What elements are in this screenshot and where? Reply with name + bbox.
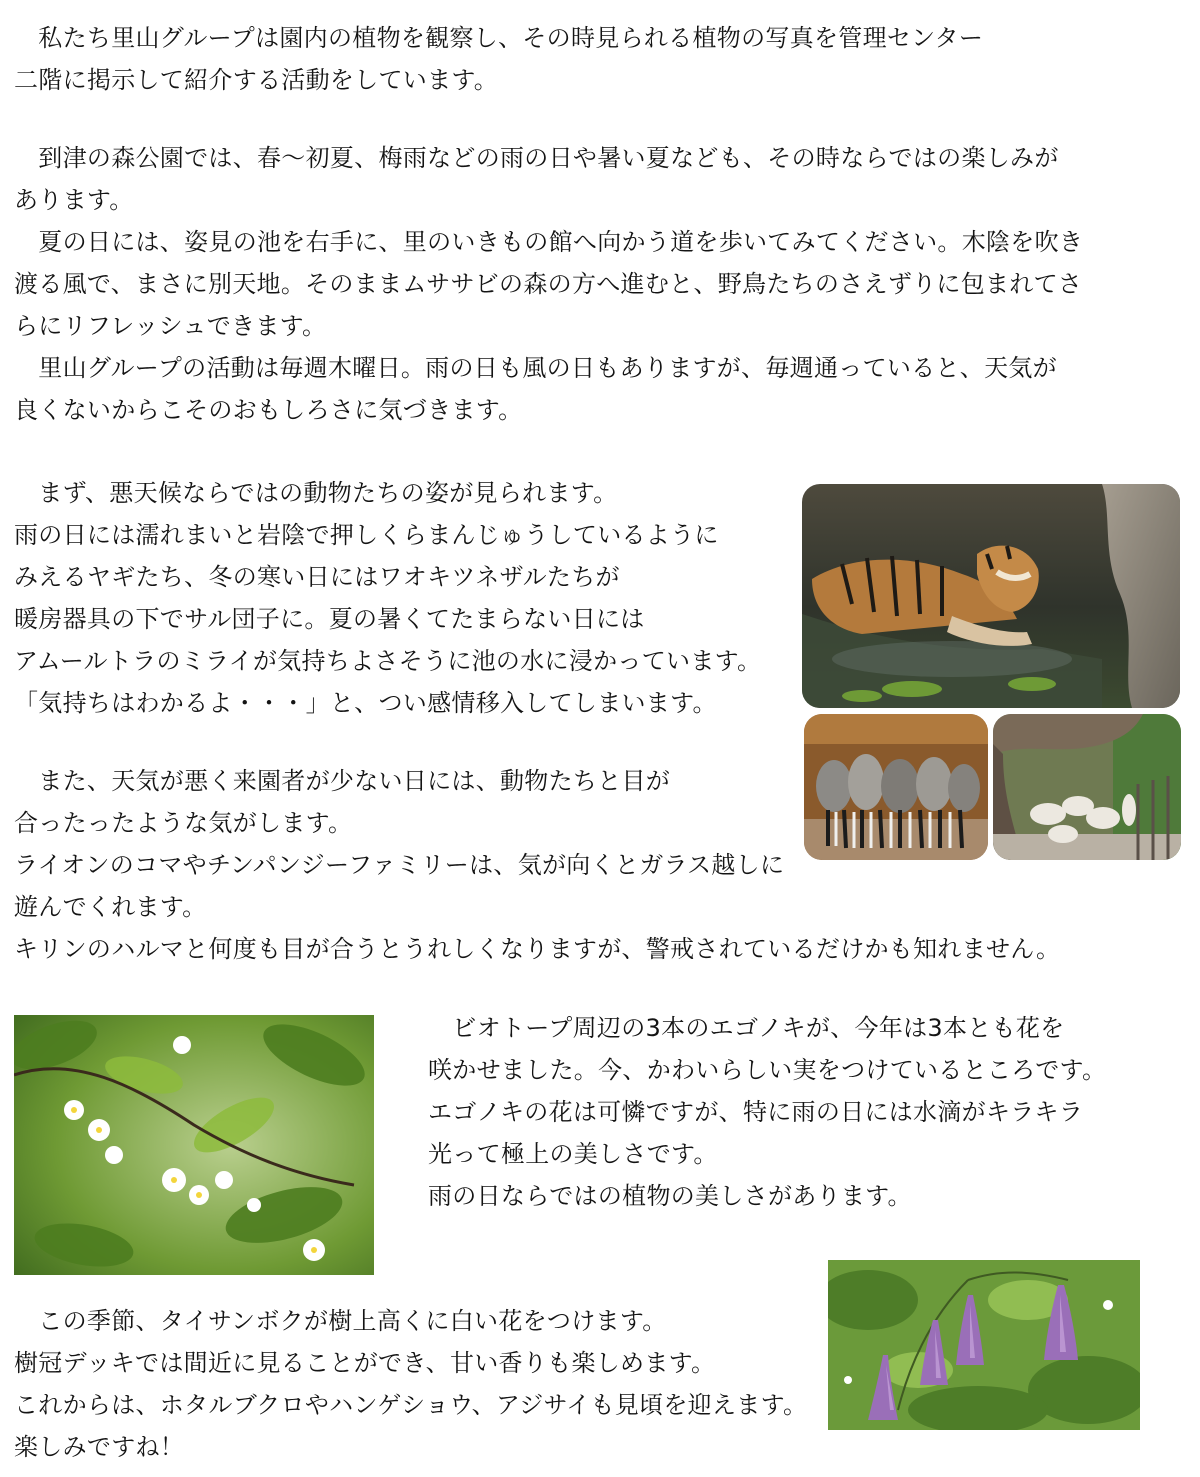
text-line: エゴノキの花は可憐ですが、特に雨の日には水滴がキラキラ [428,1098,1084,1126]
text-line: キリンのハルマと何度も目が合うとうれしくなりますが、警戒されているだけかも知れません。 [14,935,1061,963]
lemurs-photo [804,714,988,860]
paragraph-seasons [14,137,1083,431]
text-line: これからは、ホタルブクロやハンゲショウ、アジサイも見頃を迎えます。 [14,1391,808,1419]
text-line: ライオンのコマやチンパンジーファミリーは、気が向くとガラス越しに [14,851,785,879]
bellflower-photo [828,1260,1140,1430]
goats-photo [993,714,1181,860]
text-line: みえるヤギたち、冬の寒い日にはワオキツネザルたちが [14,563,620,591]
text-line: 雨の日には濡れまいと岩陰で押しくらまんじゅうしているように [14,521,719,549]
text-line: 里山グループの活動は毎週木曜日。雨の日も風の日もありますが、毎週通っていると、天気が [14,354,1057,382]
paragraph-animals [14,472,761,724]
paragraph-intro [14,17,983,101]
text-line: また、天気が悪く来園者が少ない日には、動物たちと目が [14,767,671,795]
text-line: 合ったったような気がします。 [14,809,353,837]
egonoki-flower-photo [14,1015,374,1275]
text-line: 光って極上の美しさです。 [428,1140,718,1168]
text-line: 楽しみですね！ [14,1433,185,1461]
text-line: まず、悪天候ならではの動物たちの姿が見られます。 [14,479,618,507]
text-line: 二階に掲示して紹介する活動をしています。 [14,66,499,94]
text-line: 遊んでくれます。 [14,893,207,921]
text-line: あります。 [14,186,134,214]
text-line: 私たち里山グループは園内の植物を観察し、その時見られる植物の写真を管理センター [14,24,984,52]
text-line: らにリフレッシュできます。 [14,312,327,340]
text-line: この季節、タイサンボクが樹上高くに白い花をつけます。 [14,1307,667,1335]
text-line: 夏の日には、姿見の池を右手に、里のいきもの館へ向かう道を歩いてみてください。木陰を吹き [14,228,1084,256]
text-line: 到津の森公園では、春～初夏、梅雨などの雨の日や暑い夏なども、その時ならではの楽しみが [14,144,1059,172]
text-line: ビオトープ周辺の3本のエゴノキが、今年は3本とも花を [428,1014,1065,1042]
text-line: アムールトラのミライが気持ちよさそうに池の水に浸かっています。 [14,647,762,675]
paragraph-taisanboku [14,1300,807,1468]
text-line: 樹冠デッキでは間近に見ることができ、甘い香りも楽しめます。 [14,1349,716,1377]
text-line: 「気持ちはわかるよ・・・」と、つい感情移入してしまいます。 [14,689,717,717]
paragraph-egonoki [428,1007,1106,1217]
tiger-photo [802,484,1180,708]
text-line: 咲かせました。今、かわいらしい実をつけているところです。 [428,1056,1107,1084]
text-line: 雨の日ならではの植物の美しさがあります。 [428,1182,912,1210]
text-line: 良くないからこそのおもしろさに気づきます。 [14,396,523,424]
text-line: 暖房器具の下でサル団子に。夏の暑くてたまらない日には [14,605,645,633]
text-line: 渡る風で、まさに別天地。そのままムササビの森の方へ進むと、野鳥たちのさえずりに包まれてさ [14,270,1083,298]
